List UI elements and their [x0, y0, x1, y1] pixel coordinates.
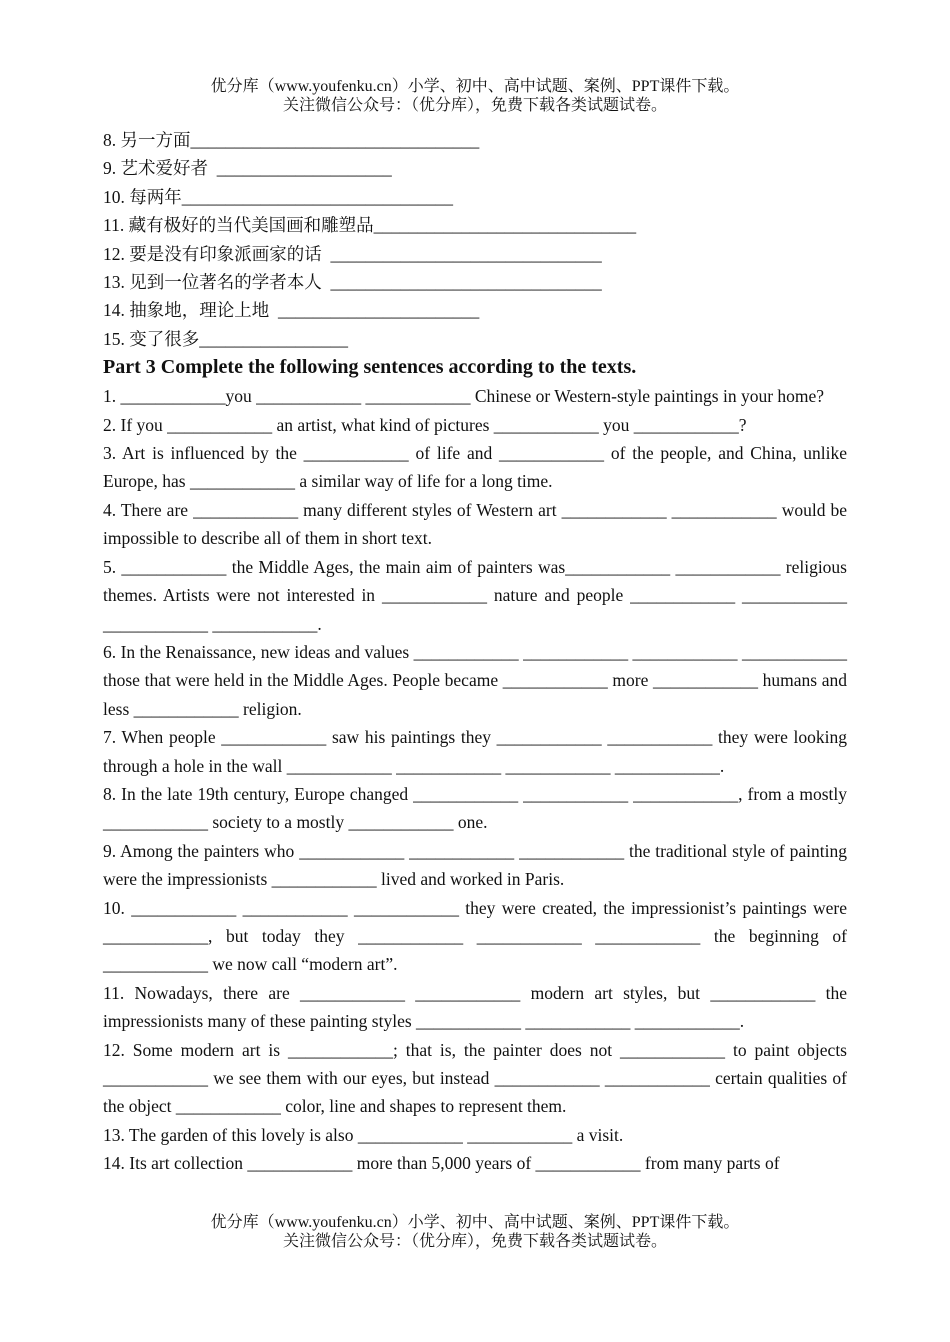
- page-header: [0, 77, 950, 115]
- footer-line-1: 优分库（www.youfenku.cn）小学、初中、高中试题、案例、PPT课件下载。: [210, 1214, 740, 1231]
- sentence-item: 8. In the late 19th century, Europe changed ____________ ____________ ____________, from a mostly ____________ society to a mostly ____________ one.: [103, 783, 852, 833]
- footer-line-2: 关注微信公众号：（优分库），免费下载各类试题试卷。: [282, 1233, 667, 1250]
- sentence-item: 10. ____________ ____________ ____________ they were created, the impressionist’s paintings were ____________, but today they ____________ ____________ ____________ the beginning of ____________ we now call “modern art”.: [103, 897, 852, 975]
- sentence-item: 12. Some modern art is ____________; that is, the painter does not ____________ to paint objects ____________ we see them with our eyes, but instead ____________ ____________ certain qualities of the object ____________ color, line and shapes to represent them.: [103, 1039, 852, 1117]
- sentence-item: 3. Art is influenced by the ____________ of life and ____________ of the people, and China, unlike Europe, has ____________ a similar way of life for a long time.: [103, 443, 852, 492]
- vocab-item: 12. 要是没有印象派画家的话 _______________________________: [103, 243, 602, 264]
- header-line-1: 优分库（www.youfenku.cn）小学、初中、高中试题、案例、PPT课件下载。: [210, 78, 740, 95]
- vocab-item: 15. 变了很多_________________: [103, 328, 348, 349]
- sentence-item: 1. ____________you ____________ ____________ Chinese or Western-style paintings in your home?: [103, 386, 825, 407]
- sentence-item: 5. ____________ the Middle Ages, the main aim of painters was____________ ____________ religious themes. Artists were not interested in ____________ nature and people ____________ ____________ ____________ ____________.: [103, 556, 852, 634]
- sentence-item: 9. Among the painters who ____________ ____________ ____________ the traditional style of painting were the impressionists ____________ lived and worked in Paris.: [103, 840, 852, 890]
- vocab-item: 13. 见到一位著名的学者本人 _______________________________: [103, 272, 602, 293]
- sentence-item: 11. Nowadays, there are ____________ ____________ modern art styles, but ____________ the impressionists many of these painting styles ____________ ____________ ____________.: [103, 982, 852, 1032]
- sentence-item: 13. The garden of this lovely is also ____________ ____________ a visit.: [103, 1124, 624, 1145]
- sentence-item: 2. If you ____________ an artist, what kind of pictures ____________ you ____________?: [103, 414, 747, 435]
- sentence-item: 14. Its art collection ____________ more than 5,000 years of ____________ from many parts of: [103, 1153, 780, 1174]
- page-footer: [0, 1213, 950, 1251]
- vocab-item: 14. 抽象地，理论上地 _______________________: [103, 300, 480, 321]
- header-line-2: 关注微信公众号：（优分库），免费下载各类试题试卷。: [282, 97, 667, 114]
- vocab-item: 8. 另一方面_________________________________: [103, 130, 480, 150]
- vocab-item: 10. 每两年_______________________________: [103, 186, 453, 207]
- sentence-item: 6. In the Renaissance, new ideas and values ____________ ____________ ____________ ____________ those that were held in the Middle Ages. People became ____________ more ____________ humans and less ____________ religion.: [103, 641, 852, 719]
- sentence-item: 4. There are ____________ many different styles of Western art ____________ ____________ would be impossible to describe all of them in short text.: [103, 499, 852, 549]
- vocab-item: 11. 藏有极好的当代美国画和雕塑品______________________________: [103, 215, 637, 236]
- vocab-item: 9. 艺术爱好者 ____________________: [103, 158, 392, 179]
- worksheet-content: [103, 126, 852, 1178]
- sentence-item: 7. When people ____________ saw his paintings they ____________ ____________ they were looking through a hole in the wall ____________ ____________ ____________ ____________.: [103, 727, 852, 776]
- part3-heading: Part 3 Complete the following sentences according to the texts.: [103, 356, 637, 379]
